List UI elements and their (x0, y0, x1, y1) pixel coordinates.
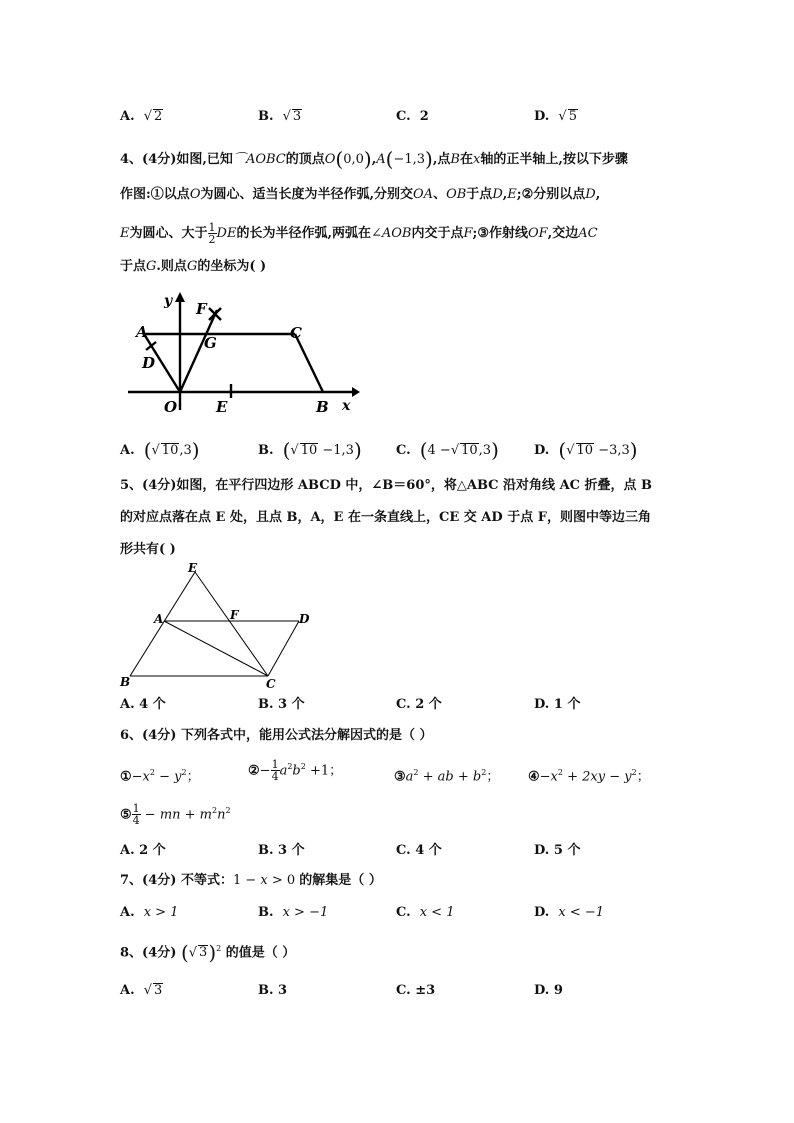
q8-option-c: C. ±3 (396, 983, 436, 998)
q8-option-d: D. 9 (534, 983, 563, 998)
q4-option-b: B. (√ 10 −1,3) (258, 438, 362, 462)
q5-option-d: D. 1 个 (534, 697, 581, 712)
q7-stem: 7、(4分) 不等式：1 − x > 0 的解集是（ ） (120, 873, 382, 888)
label-a: A (136, 323, 148, 341)
q5-line-2: 的对应点落在点 E 处，且点 B，A，E 在一条直线上，CE 交 AD 于点 F，则图中等边三角 (120, 510, 651, 525)
q4-line-2: 作图:①以点O为圆心、适当长度为半径作弧,分别交OA、OB于点D,E;②分别以点D, (120, 187, 601, 202)
segment-ac (164, 621, 268, 676)
q6-item-5: ⑤ $\frac{1}{4}$ − mn + $m^2n^2$ (120, 802, 231, 828)
q6-item-2: ②− $\frac{1}{4}$ $a^2b^2 +1$； (248, 758, 343, 784)
q6-item-3: $③a^2$ + ab + $b^2$； (394, 768, 500, 785)
label-f: F (196, 300, 207, 318)
q5-option-b: B. 3 个 (258, 697, 305, 712)
q7-option-b: B. x > −1 (258, 905, 329, 920)
y-axis-arrow (175, 292, 185, 302)
q5-line-3: 形共有( ) (120, 542, 176, 557)
q4-line-1: 4、(4分)如图,已知⌒AOBC的顶点O(0,0),A(−1,3),点B在x轴的正半轴上,按以下步骤 (120, 147, 628, 171)
q4-figure (120, 290, 370, 420)
q7-option-c: C. x < 1 (396, 905, 455, 920)
option-b: B. √ 3 (258, 109, 302, 124)
label-b: B (316, 398, 329, 416)
label-c: C (266, 677, 276, 691)
q4-option-d: D. (√ 10 −3,3) (534, 438, 638, 462)
q4-line-3: E为圆心、大于 $\frac{1}{2}$ DE的长为半径作弧,两弧在∠AOB内交于点F;③作射线OF,交边AC (120, 221, 598, 246)
q6-option-b: B. 3 个 (258, 843, 305, 858)
label-g: G (204, 334, 217, 352)
segment-cb (295, 334, 323, 392)
option-c: C. 2 (396, 109, 429, 124)
label-e: E (216, 398, 228, 416)
q8-option-b: B. 3 (258, 983, 288, 998)
label-a: A (154, 612, 164, 626)
label-e: E (188, 561, 198, 575)
q6-item-1: $①-x^2 - y^2$； (120, 768, 200, 785)
x-axis-arrow (352, 387, 360, 397)
option-d: D. √ 5 (534, 109, 577, 124)
q5-option-a: A. 4 个 (120, 697, 166, 712)
q8-option-a: A. √ 3 (120, 983, 163, 998)
q7-option-d: D. x < −1 (534, 905, 605, 920)
q6-stem: 6、(4分) 下列各式中，能用公式法分解因式的是（ ） (120, 728, 433, 743)
label-f: F (230, 608, 239, 622)
q4-option-a: A. (√ 10,3) (120, 438, 200, 462)
q6-option-c: C. 4 个 (396, 843, 442, 858)
label-d: D (142, 354, 156, 372)
label-y: y (164, 293, 173, 309)
q5-option-c: C. 2 个 (396, 697, 442, 712)
option-a: A. √ 2 (120, 109, 163, 124)
q6-item-4: $④-x^2 + 2xy - y^2$； (528, 768, 650, 785)
label-d: D (299, 612, 310, 626)
q6-option-a: A. 2 个 (120, 843, 166, 858)
label-o: O (164, 398, 178, 416)
label-c: C (290, 324, 302, 342)
q6-option-d: D. 5 个 (534, 843, 581, 858)
q4-option-c: C. (4 −√ 10,3) (396, 438, 499, 462)
q5-figure (116, 560, 316, 692)
q7-option-a: A. x > 1 (120, 905, 179, 920)
segment-ec (195, 572, 268, 676)
label-x: x (342, 398, 351, 414)
q4-line-4: 于点G.则点G的坐标为( ) (120, 259, 267, 274)
label-b: B (120, 675, 131, 689)
q8-stem: 8、(4分) (√ 3)$^2$ 的值是（ ） (120, 940, 296, 965)
segment-dc (268, 621, 299, 676)
q5-line-1: 5、(4分)如图，在平行四边形 ABCD 中，∠B＝60°，将△ABC 沿对角线 AC 折叠，点 B (120, 478, 653, 493)
